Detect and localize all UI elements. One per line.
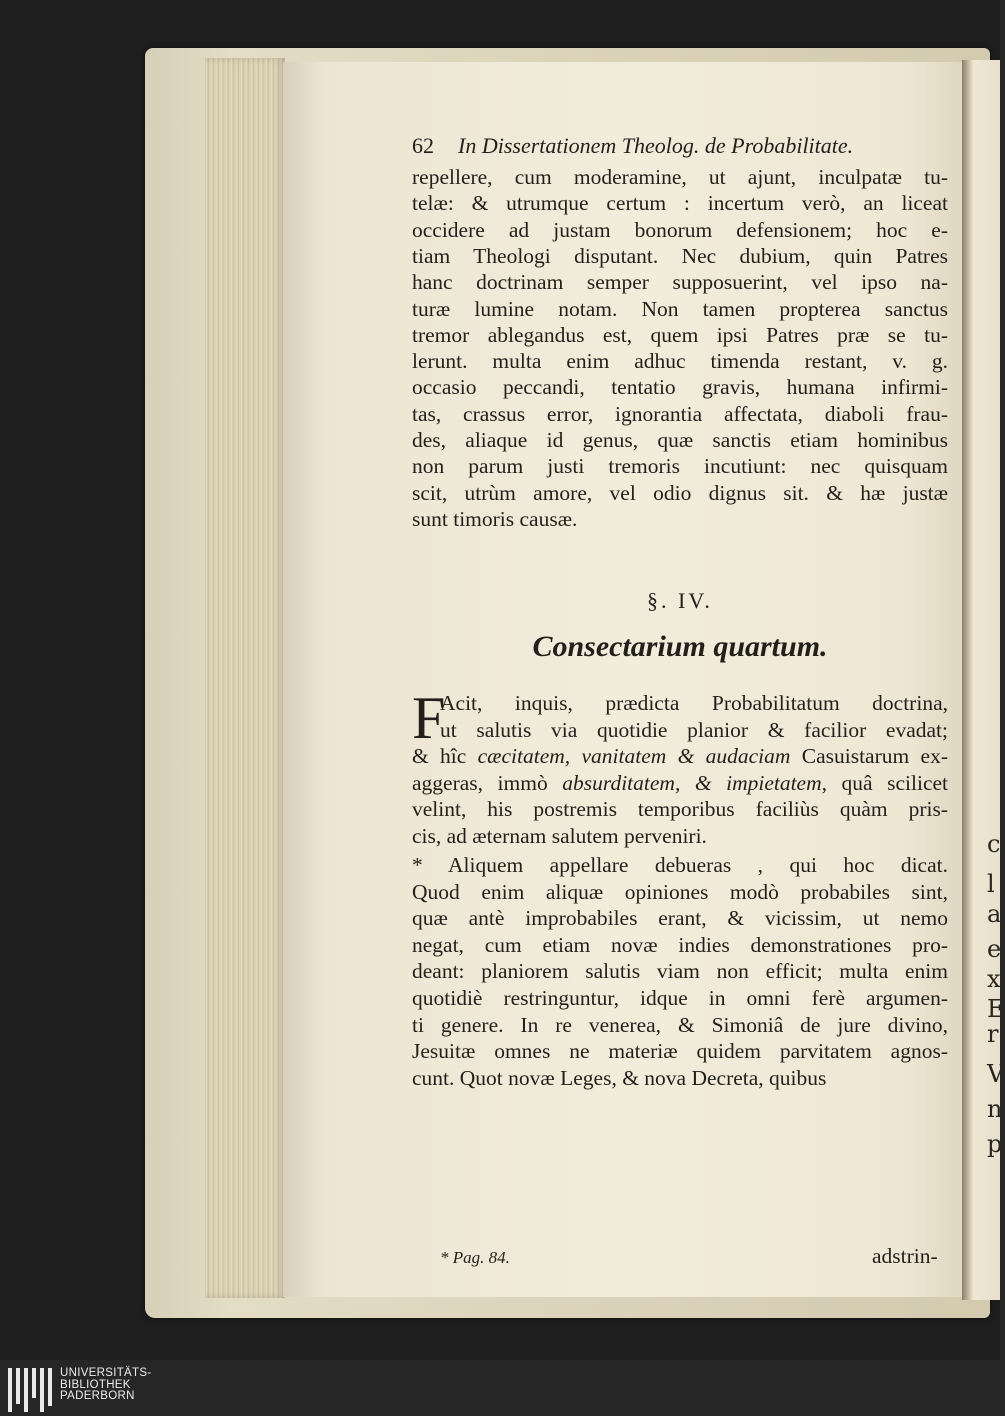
page-block-edge xyxy=(205,58,285,1298)
text-line: Jesuitæ omnes ne materiæ quidem parvitatem agnos- xyxy=(412,1039,948,1064)
text-line: repellere, cum moderamine, ut ajunt, inculpatæ tu- xyxy=(412,165,948,189)
text-line: occasio peccandi, tentatio gravis, humana infirmi- xyxy=(412,375,948,400)
facing-page-letter: a xyxy=(987,900,1002,928)
facing-page-letter: V xyxy=(987,1060,1005,1088)
facing-page-edge xyxy=(962,60,1005,1300)
facing-page-letter: p xyxy=(987,1130,1003,1158)
text-line: Quod enim aliquæ opiniones modò probabiles sint, xyxy=(412,879,948,904)
facing-page-letter: r xyxy=(987,1020,999,1048)
text-line: * Aliquem appellare debueras , qui hoc dicat. xyxy=(412,853,948,877)
text-line: telæ: & utrumque certum : incertum verò, an liceat xyxy=(412,191,948,216)
section-heading xyxy=(412,0,948,700)
library-logo-icon xyxy=(8,1368,56,1412)
text-line: cis, ad æternam salutem perveniri. xyxy=(412,823,707,848)
library-logo xyxy=(8,1368,151,1412)
text-line: des, aliaque id genus, quæ sanctis etiam hominibus xyxy=(412,428,948,452)
facing-page-letter: n xyxy=(987,1095,1003,1123)
text-line: & hîc cæcitatem, vanitatem & audaciam Casuistarum ex- xyxy=(412,744,948,768)
text-line: tiam Theologi disputant. Nec dubium, quin Patres xyxy=(412,243,948,268)
text-line: lerunt. multa enim adhuc timenda restant, v. g. xyxy=(412,349,948,374)
text-line: hanc doctrinam semper supposuerint, vel ipso na- xyxy=(412,270,948,295)
text-line: occidere ad justam bonorum defensionem; hoc e- xyxy=(412,217,948,242)
logo-line-1: UNIVERSITÄTS- xyxy=(60,1367,152,1379)
text-line: turæ lumine notam. Non tamen propterea sanctus xyxy=(412,296,948,321)
text-line: negat, cum etiam novæ indies demonstrationes pro- xyxy=(412,932,948,957)
text-line: quæ antè improbabiles erant, & vicissim, ut nemo xyxy=(412,906,948,931)
drop-cap: F xyxy=(412,685,446,751)
section-number: §. IV. xyxy=(647,588,713,613)
text-line: ut salutis via quotidie planior & facilior evadat; xyxy=(440,717,948,742)
text-line: aggeras, immò absurditatem, & impietatem, quâ scilicet xyxy=(412,770,949,795)
text-line: Acit, inquis, prædicta Probabilitatum doctrina, xyxy=(440,691,948,715)
text-line: ti genere. In re venerea, & Simoniâ de jure divino, xyxy=(412,1012,948,1037)
facing-page-letter: x xyxy=(987,965,1001,993)
footnote: * Pag. 84. xyxy=(440,1248,510,1267)
facing-page-letter: c xyxy=(987,830,1001,858)
catchword: adstrin- xyxy=(872,1244,938,1268)
section-title: Consectarium quartum. xyxy=(532,630,828,663)
text-line: tremor ablegandus est, quem ipsi Patres præ se tu- xyxy=(412,322,948,347)
page-number: 62 xyxy=(412,133,434,158)
text-line: non parum justi tremoris incutiunt: nec quisquam xyxy=(412,454,948,479)
text-line: sunt timoris causæ. xyxy=(412,506,578,531)
text-line: cunt. Quot novæ Leges, & nova Decreta, quibus xyxy=(412,1065,827,1090)
running-title: In Dissertationem Theolog. de Probabilitate. xyxy=(458,133,854,158)
facing-page-letter: E xyxy=(987,995,1005,1023)
text-line: scit, utrùm amore, vel odio dignus sit. & hæ justæ xyxy=(412,480,948,505)
text-line: velint, his postremis temporibus faciliùs quàm pris- xyxy=(412,797,948,821)
logo-line-3: PADERBORN xyxy=(60,1390,135,1402)
logo-line-2: BIBLIOTHEK xyxy=(60,1378,131,1391)
text-line: tas, crassus error, ignorantia affectata, diaboli frau- xyxy=(412,401,948,426)
facing-page-letter: l xyxy=(987,870,995,898)
facing-page-letter: e xyxy=(987,935,1002,963)
text-line: quotidiè restringuntur, idque in omni ferè argumen- xyxy=(412,986,948,1010)
text-line: deant: planiorem salutis viam non efficit; multa enim xyxy=(412,959,948,984)
